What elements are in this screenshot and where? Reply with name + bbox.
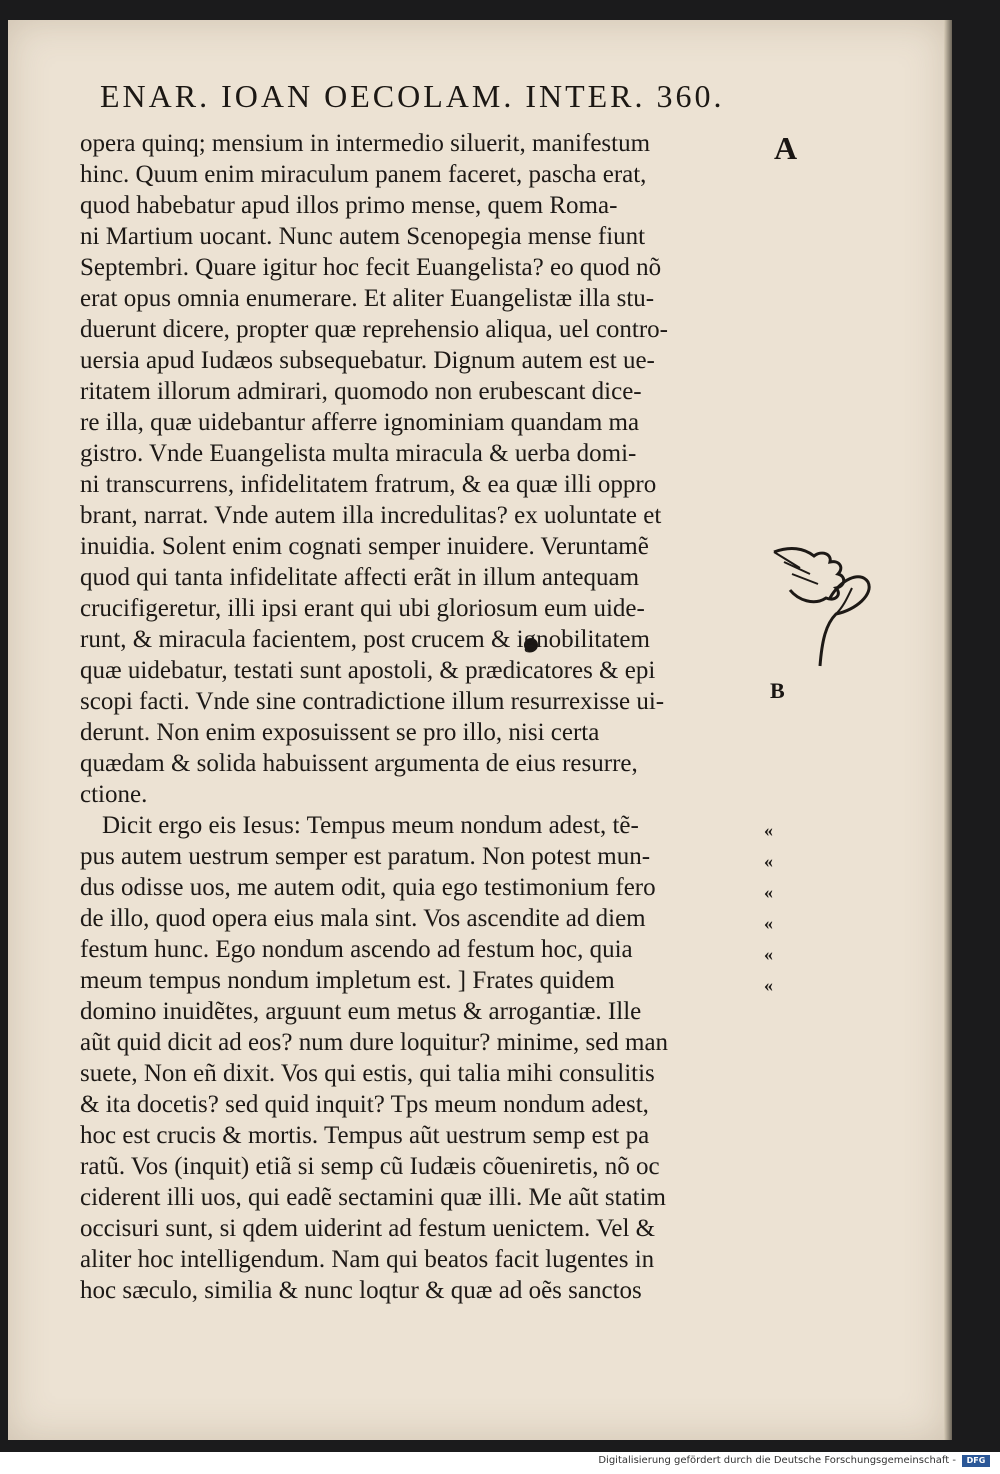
text-line: ciderent illi uos, qui eadẽ sectamini quæ illi. Me aũt statim [80,1184,666,1211]
text-line: ctione. [80,781,148,808]
manicule-pointing-hand-icon [770,540,880,670]
quotation-marks-column [764,815,794,1001]
text-line: quod habebatur apud illos primo mense, quem Roma- [80,192,618,219]
text-line: suete, Non eñ dixit. Vos qui estis, qui talia mihi consulitis [80,1060,655,1087]
text-line: domino inuidẽtes, arguunt eum metus & arrogantiæ. Ille [80,998,642,1025]
text-line: ni Martium uocant. Nunc autem Scenopegia mense fiunt [80,223,646,250]
quote-mark: « [764,913,773,933]
text-line: aliter hoc intelligendum. Nam qui beatos facit lugentes in [80,1246,655,1273]
quote-mark: « [764,820,773,840]
text-line: scopi facti. Vnde sine contradictione illum resurrexisse ui- [80,688,665,715]
quote-mark: « [764,851,773,871]
text-line: runt, & miracula facientem, post crucem & ignobilitatem [80,626,650,653]
text-line: & ita docetis? sed quid inquit? Tps meum nondum adest, [80,1091,649,1118]
text-line: quæ uidebatur, testati sunt apostoli, & prædicatores & epi [80,657,656,684]
text-line: Septembri. Quare igitur hoc fecit Euangelista? eo quod nõ [80,254,662,281]
text-line: de illo, quod opera eius mala sint. Vos ascendite ad diem [80,905,646,932]
margin-letter-a: A [774,130,798,166]
text-line: derunt. Non enim exposuissent se pro illo, nisi certa [80,719,600,746]
text-line: quædam & solida habuissent argumenta de eius resurre, [80,750,638,777]
quote-mark: « [764,944,773,964]
text-line: brant, narrat. Vnde autem illa incredulitas? ex uoluntate et [80,502,662,529]
text-line: hoc sæculo, similia & nunc loqtur & quæ ad oẽs sanctos [80,1277,642,1304]
text-line: ritatem illorum admirari, quomodo non erubescant dice- [80,378,642,405]
text-line: uersia apud Iudæos subsequebatur. Dignum autem est ue- [80,347,655,374]
text-line: crucifigeretur, illi ipsi erant qui ubi gloriosum eum uide- [80,595,645,622]
text-line: opera quinq; mensium in intermedio siluerit, manifestum [80,130,651,157]
dfg-logo: DFG [962,1455,990,1467]
text-line: Dicit ergo eis Iesus: Tempus meum nondum adest, tẽ- [102,812,639,839]
running-head: ENAR. IOAN OECOLAM. INTER. 360. [100,78,725,114]
text-line: dus odisse uos, me autem odit, quia ego testimonium fero [80,874,656,901]
quote-mark: « [764,882,773,902]
body-text [80,128,780,1306]
text-line: aũt quid dicit ad eos? num dure loquitur? minime, sed man [80,1029,669,1056]
text-line: meum tempus nondum impletum est. ] Frates quidem [80,967,615,994]
margin-letter-b: B [770,678,785,703]
page-edge [944,20,952,1440]
text-line: ratũ. Vos (inquit) etiã si semp cũ Iudæis cõueniretis, nõ oc [80,1153,660,1180]
text-line: occisuri sunt, si qdem uiderint ad festum uenictem. Vel & [80,1215,656,1242]
text-line: erat opus omnia enumerare. Et aliter Euangelistæ illa stu- [80,285,655,312]
text-line: hoc est crucis & mortis. Tempus aũt uestrum semp est pa [80,1122,650,1149]
text-line: hinc. Quum enim miraculum panem faceret, pascha erat, [80,161,647,188]
text-line: re illa, quæ uidebantur afferre ignominiam quandam ma [80,409,640,436]
text-line: gistro. Vnde Euangelista multa miracula & uerba domi- [80,440,637,467]
text-line: duerunt dicere, propter quæ reprehensio aliqua, uel contro- [80,316,668,343]
text-line: quod qui tanta infidelitate affecti erãt in illum antequam [80,564,640,591]
funding-notice: Digitalisierung gefördert durch die Deutsche Forschungsgemeinschaft - [598,1455,956,1466]
text-line: inuidia. Solent enim cognati semper inuidere. Veruntamẽ [80,533,649,560]
text-line: pus autem uestrum semper est paratum. Non potest mun- [80,843,651,870]
text-line: ni transcurrens, infidelitatem fratrum, & ea quæ illi oppro [80,471,657,498]
quote-mark: « [764,975,773,995]
text-line: festum hunc. Ego nondum ascendo ad festum hoc, quia [80,936,633,963]
